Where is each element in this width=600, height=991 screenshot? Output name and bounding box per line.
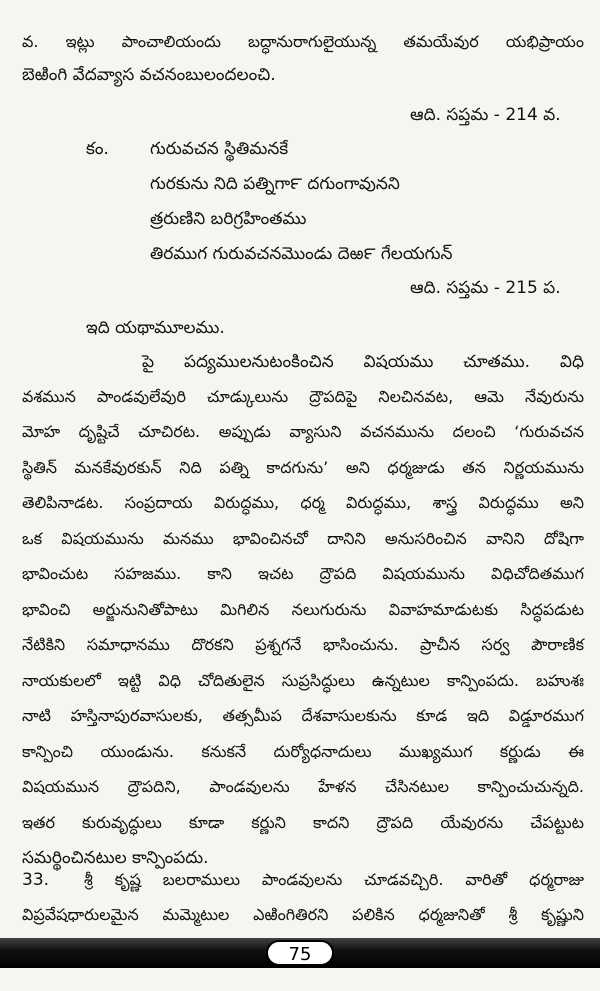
body-line-8: భావించి అర్జునునితోపాటు మిగిలిన నలుగురును వివాహమాడుటకు సిద్ధపడుట xyxy=(22,600,584,619)
verse-line-4: తిరముగ గురువచనమెుండు దెఱ౯ గేలయగున్ xyxy=(150,244,453,264)
body-line-15: సమర్థించినటుల కాన్పింపదు. xyxy=(22,848,209,868)
body-line-2: వశమున పాండవులేవురి చూడ్కులును ద్రౌపదిపై నిలచినవట, ఆమె నేవురును xyxy=(22,387,584,406)
verse-marker: కం. xyxy=(86,139,109,159)
body-line-7: భావించుట సహజము. కాని ఇచట ద్రౌపది విషయమును విధిచోదితముగ xyxy=(22,564,584,583)
reference-2: ఆది. సప్తమ - 215 ప. xyxy=(410,278,561,298)
page-number: 75 xyxy=(266,940,334,966)
reference-1: ఆది. సప్తమ - 214 వ. xyxy=(410,105,561,125)
body-line-1: పై పద్యములనుటంకించిన విషయము చూతము. విధి xyxy=(142,352,584,372)
verse-line-2: గురకును నిది పత్నిగా౯ దగుంగావునని xyxy=(150,174,400,194)
section-number: 33. xyxy=(22,870,50,890)
body-line-6: ఒక విషయమును మనము భావించినచో దానిని అనుసరించిన వానిని దోషిగా xyxy=(22,529,584,548)
body-line-10: నాయకులలో ఇట్టి విధి చోదితులైన సుప్రసిద్ధులు ఉన్నటుల కాన్పింపదు. బహుశః xyxy=(22,671,584,690)
note-line: ఇది యథామూలము. xyxy=(86,318,225,338)
intro-line-2: బెఱింగి వేదవ్యాస వచనంబులందలంచి. xyxy=(22,65,276,85)
section-line-2: విప్రవేషధారులమైన మమ్మెటుల ఎఱింగితిరని పలికిన ధర్మజునితో శ్రీ కృష్ణుని xyxy=(22,905,584,924)
section-line-1: శ్రీ కృష్ణ బలరాములు పాండవులను చూడవచ్చిరి. వారితో ధర్మరాజు xyxy=(84,870,584,889)
verse-line-3: త్రరుణిని బరిగ్రహింతము xyxy=(150,209,307,229)
body-line-9: నేటికిని సమాధానము దొరకని ప్రశ్నగనే భాసించును. ప్రాచీన సర్వ పౌరాణిక xyxy=(22,635,584,654)
intro-line-1: వ. ఇట్లు పాంచాలియందు బద్ధానురాగులైయున్న తమయేవుర యభిప్రాయం xyxy=(22,32,584,51)
body-line-12: కాన్పించి యుండును. కనుకనే దుర్యోధనాదులు ముఖ్యముగ కర్ణుడు ఈ xyxy=(22,742,584,761)
body-line-13: విషయమున ద్రౌపదిని, పాండవులను హేళన చేసినటుల కాన్పించుచున్నది. xyxy=(22,777,584,796)
body-line-3: మోహ దృష్టిచే చూచిరట. అప్పుడు వ్యాసుని వచనమును దలంచి ‘గురువచన xyxy=(22,422,584,441)
verse-line-1: గురువచన స్థితిమనకే xyxy=(150,139,289,159)
body-line-14: ఇతర కురువృద్ధులు కూడా కర్ణుని కాదని ద్రౌపది యేవురను చేపట్టుట xyxy=(22,813,584,832)
body-line-5: తెలిపినాడట. సంప్రదాయ విరుద్ధము, ధర్మ విరుద్ధము, శాస్త్ర విరుద్ధము అని xyxy=(22,493,584,512)
body-line-11: నాటి హస్తినాపురవాసులకు, తత్సమీప దేశవాసులకును కూడ ఇది విడ్డూరముగ xyxy=(22,706,584,725)
body-line-4: స్థితిన్ మనకేవురకున్ నిది పత్ని కాదగును’ అని ధర్మజుడు తన నిర్ణయమును xyxy=(22,458,584,477)
